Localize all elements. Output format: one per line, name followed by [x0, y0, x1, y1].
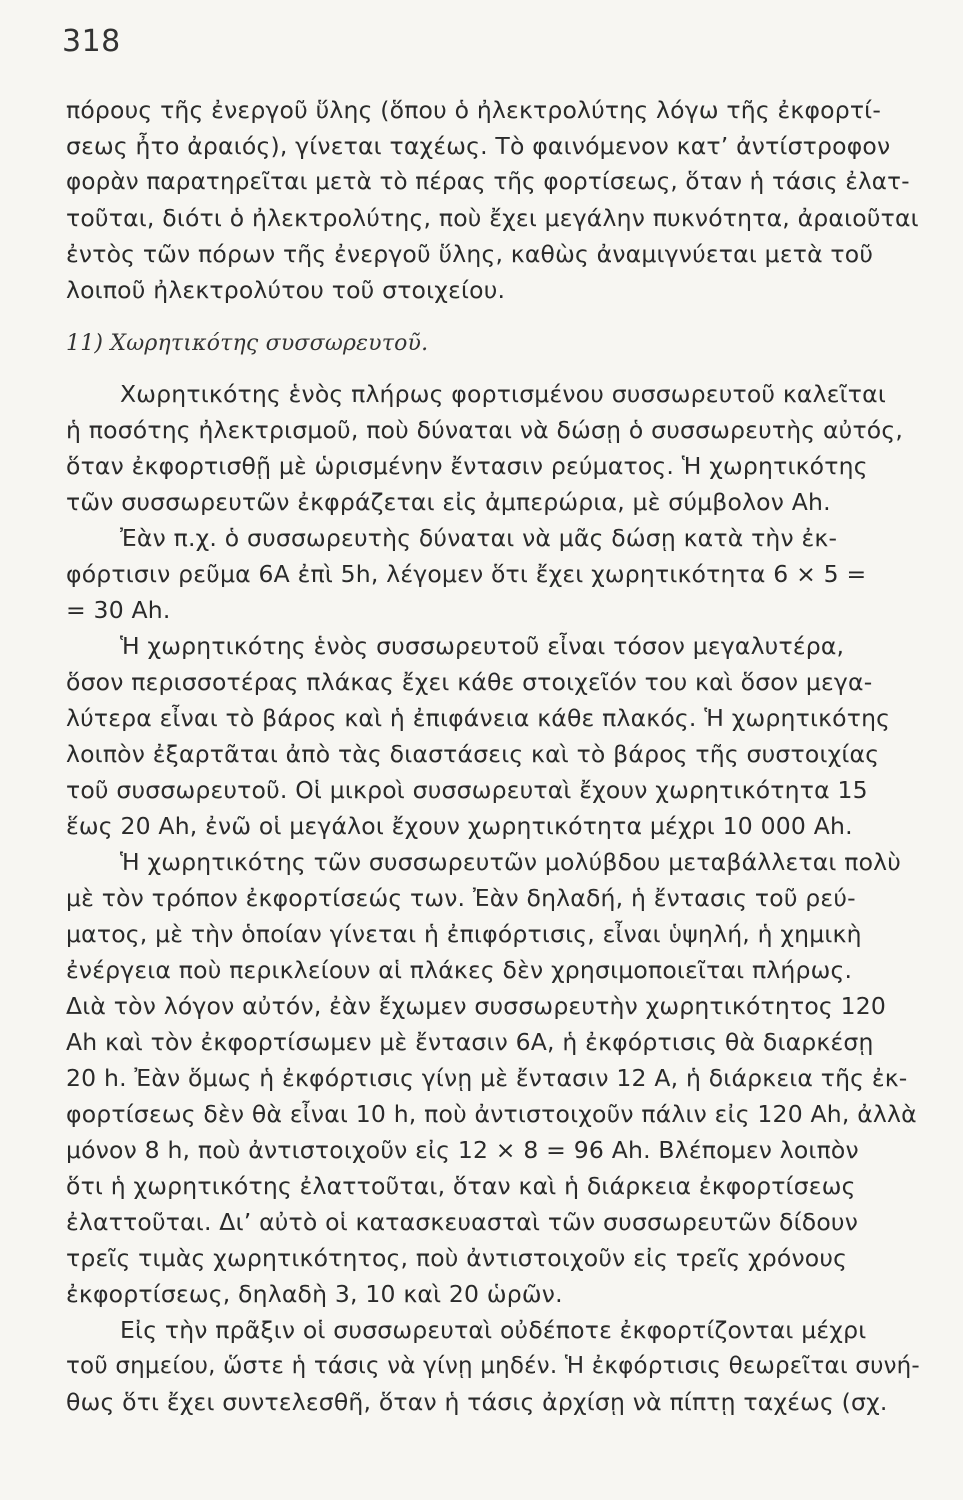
text-line: ἐκφορτίσεως, δηλαδὴ 3, 10 καὶ 20 ὡρῶν. [66, 1280, 563, 1308]
text-line: φορτίσεως δὲν θὰ εἶναι 10 h, ποὺ ἀντιστοιχοῦν πάλιν εἰς 120 Ah, ἀλλὰ [66, 1100, 917, 1128]
text-line: Ἡ χωρητικότης ἑνὸς συσσωρευτοῦ εἶναι τόσον μεγαλυτέρα, [120, 632, 845, 660]
text-line: Χωρητικότης ἑνὸς πλήρως φορτισμένου συσσωρευτοῦ καλεῖται [120, 380, 886, 408]
text-line: ἡ ποσότης ἠλεκτρισμοῦ, ποὺ δύναται νὰ δώσῃ ὁ συσσωρευτὴς αὐτός, [66, 416, 904, 444]
text-line: μόνον 8 h, ποὺ ἀντιστοιχοῦν εἰς 12 × 8 = 96 Ah. Βλέπομεν λοιπὸν [66, 1136, 859, 1164]
text-line: φορὰν παρατηρεῖται μετὰ τὸ πέρας τῆς φορτίσεως, ὅταν ἡ τάσις ἐλατ- [66, 169, 910, 195]
text-line: τοῦται, διότι ὁ ἠλεκτρολύτης, ποὺ ἔχει μεγάλην πυκνότητα, ἀραιοῦται [66, 204, 919, 232]
text-line: ἐντὸς τῶν πόρων τῆς ἐνεργοῦ ὕλης, καθὼς ἀναμιγνύεται μετὰ τοῦ [66, 240, 874, 268]
text-line: ὅσον περισσοτέρας πλάκας ἔχει κάθε στοιχεῖόν του καὶ ὅσον μεγα- [66, 668, 873, 696]
text-line: Ἐὰν π.χ. ὁ συσσωρευτὴς δύναται νὰ μᾶς δώσῃ κατὰ τὴν ἐκ- [120, 524, 838, 552]
text-line: Ah καὶ τὸν ἐκφορτίσωμεν μὲ ἔντασιν 6A, ἡ ἐκφόρτισις θὰ διαρκέσῃ [66, 1028, 874, 1056]
text-line: θως ὅτι ἔχει συντελεσθῆ, ὅταν ἡ τάσις ἀρχίσῃ νὰ πίπτῃ ταχέως (σχ. [66, 1388, 888, 1416]
text-line: ἐλαττοῦται. Δι’ αὐτὸ οἱ κατασκευασταὶ τῶν συσσωρευτῶν δίδουν [66, 1208, 859, 1236]
text-line: ὅταν ἐκφορτισθῇ μὲ ὡρισμένην ἔντασιν ρεύματος. Ἡ χωρητικότης [66, 452, 868, 480]
text-line: Ἡ χωρητικότης τῶν συσσωρευτῶν μολύβδου μεταβάλλεται πολὺ [120, 848, 902, 876]
text-line: Διὰ τὸν λόγον αὐτόν, ἐὰν ἔχωμεν συσσωρευτὴν χωρητικότητος 120 [66, 992, 887, 1020]
text-line: ματος, μὲ τὴν ὁποίαν γίνεται ἡ ἐπιφόρτισις, εἶναι ὑψηλή, ἡ χημικὴ [66, 920, 862, 948]
text-line: λοιπὸν ἐξαρτᾶται ἀπὸ τὰς διαστάσεις καὶ τὸ βάρος τῆς συστοιχίας [66, 740, 880, 768]
text-line: σεως ἦτο ἀραιός), γίνεται ταχέως. Τὸ φαινόμενον κατ’ ἀντίστροφον [66, 132, 891, 160]
text-line: τρεῖς τιμὰς χωρητικότητος, ποὺ ἀντιστοιχοῦν εἰς τρεῖς χρόνους [66, 1244, 848, 1272]
text-line: τοῦ σημείου, ὥστε ἡ τάσις νὰ γίνῃ μηδέν. Ἡ ἐκφόρτισις θεωρεῖται συνή- [66, 1353, 920, 1379]
text-line: = 30 Ah. [66, 596, 171, 624]
text-line: τοῦ συσσωρευτοῦ. Οἱ μικροὶ συσσωρευταὶ ἔχουν χωρητικότητα 15 [66, 776, 868, 804]
text-line: ὅτι ἡ χωρητικότης ἐλαττοῦται, ὅταν καὶ ἡ διάρκεια ἐκφορτίσεως [66, 1172, 856, 1200]
text-line: λύτερα εἶναι τὸ βάρος καὶ ἡ ἐπιφάνεια κάθε πλακός. Ἡ χωρητικότης [66, 704, 891, 732]
text-line: μὲ τὸν τρόπον ἐκφορτίσεώς των. Ἐὰν δηλαδή, ἡ ἔντασις τοῦ ρεύ- [66, 884, 856, 912]
text-line: τῶν συσσωρευτῶν ἐκφράζεται εἰς ἀμπερώρια, μὲ σύμβολον Ah. [66, 488, 831, 516]
text-line: πόρους τῆς ἐνεργοῦ ὕλης (ὅπου ὁ ἠλεκτρολύτης λόγω τῆς ἐκφορτί- [66, 96, 882, 124]
text-line: 20 h. Ἐὰν ὅμως ἡ ἐκφόρτισις γίνῃ μὲ ἔντασιν 12 A, ἡ διάρκεια τῆς ἐκ- [66, 1064, 908, 1092]
text-line: φόρτισιν ρεῦμα 6A ἐπὶ 5h, λέγομεν ὅτι ἔχει χωρητικότητα 6 × 5 = [66, 560, 867, 588]
text-line: λοιποῦ ἠλεκτρολύτου τοῦ στοιχείου. [66, 276, 506, 304]
text-line: ἐνέργεια ποὺ περικλείουν αἱ πλάκες δὲν χρησιμοποιεῖται πλήρως. [66, 956, 853, 984]
text-line: ἕως 20 Ah, ἐνῶ οἱ μεγάλοι ἔχουν χωρητικότητα μέχρι 10 000 Ah. [66, 812, 853, 840]
section-heading: 11) Χωρητικότης συσσωρευτοῦ. [66, 331, 429, 356]
text-line: Εἰς τὴν πρᾶξιν οἱ συσσωρευταὶ οὐδέποτε ἐκφορτίζονται μέχρι [120, 1316, 867, 1344]
page-number: 318 [62, 24, 121, 59]
